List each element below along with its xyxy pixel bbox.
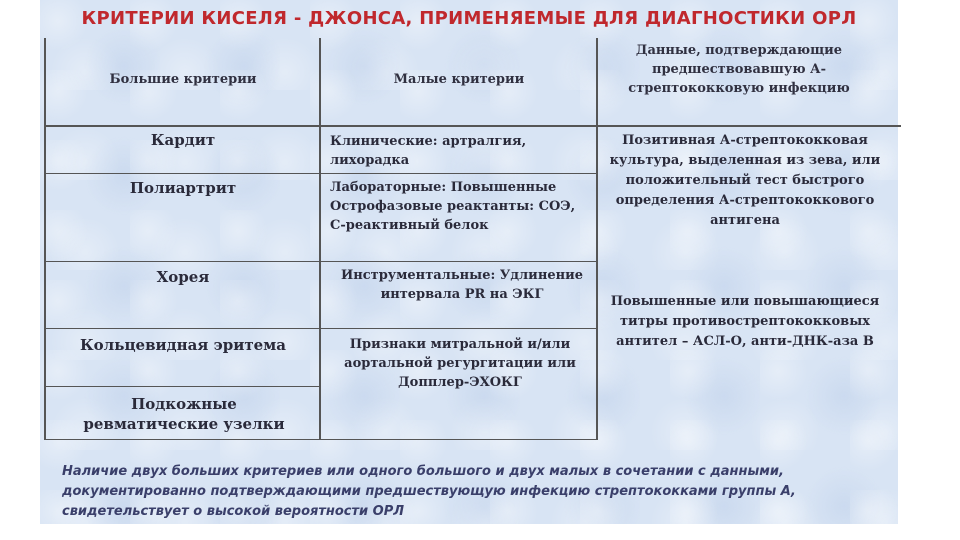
major-criterion-chorea: Хорея: [156, 268, 210, 286]
evidence-culture: Позитивная А-стрептококковая культура, выделенная из зева, или положительный тест быстрого определения А-стрептококкового антигена: [609, 133, 881, 228]
minor-criterion-laboratory: Лабораторные: Повышенные Острофазовые реактанты: СОЭ, С-реактивный белок: [330, 180, 576, 233]
header-divider: [44, 125, 901, 127]
major-criterion-erythema: Кольцевидная эритема: [80, 336, 286, 354]
minor-criterion-echo: Признаки митральной и/или аортальной регургитации или Допплер-ЭХОКГ: [344, 337, 576, 390]
evidence-titers: Повышенные или повышающиеся титры противострептококковых антител – АСЛ-О, анти-ДНК-аза В: [610, 294, 880, 349]
major-criterion-carditis: Кардит: [150, 131, 216, 149]
table-divider-2: [596, 38, 598, 440]
footer-note: Наличие двух больших критериев или одного большого и двух малых в сочетании с данными, документированно подтверждающими предшествующую инфекцию стрептококками группы А, свидетельствует о высокой вероятности ОРЛ: [62, 464, 796, 519]
row-divider-1: [44, 173, 598, 174]
row-divider-3: [44, 328, 598, 329]
minor-criterion-clinical: Клинические: артралгия, лихорадка: [330, 134, 527, 168]
row-divider-4: [44, 386, 321, 387]
slide-title: КРИТЕРИИ КИСЕЛЯ - ДЖОНСА, ПРИМЕНЯЕМЫЕ ДЛЯ ДИАГНОСТИКИ ОРЛ: [81, 8, 857, 29]
row-divider-2: [44, 261, 598, 262]
header-major-criteria: Большие критерии: [109, 72, 257, 87]
major-criterion-nodules: Подкожные ревматические узелки: [83, 395, 285, 433]
criteria-table: [44, 38, 901, 440]
table-divider-1: [319, 38, 321, 440]
table-border-left: [44, 38, 46, 440]
header-minor-criteria: Малые критерии: [393, 72, 525, 87]
table-border-bottom: [44, 439, 598, 440]
header-evidence: Данные, подтверждающие предшествовавшую А-стрептококковую инфекцию: [628, 43, 850, 96]
major-criterion-polyarthritis: Полиартрит: [129, 179, 237, 197]
minor-criterion-instrumental: Инструментальные: Удлинение интервала PR на ЭКГ: [340, 268, 584, 302]
